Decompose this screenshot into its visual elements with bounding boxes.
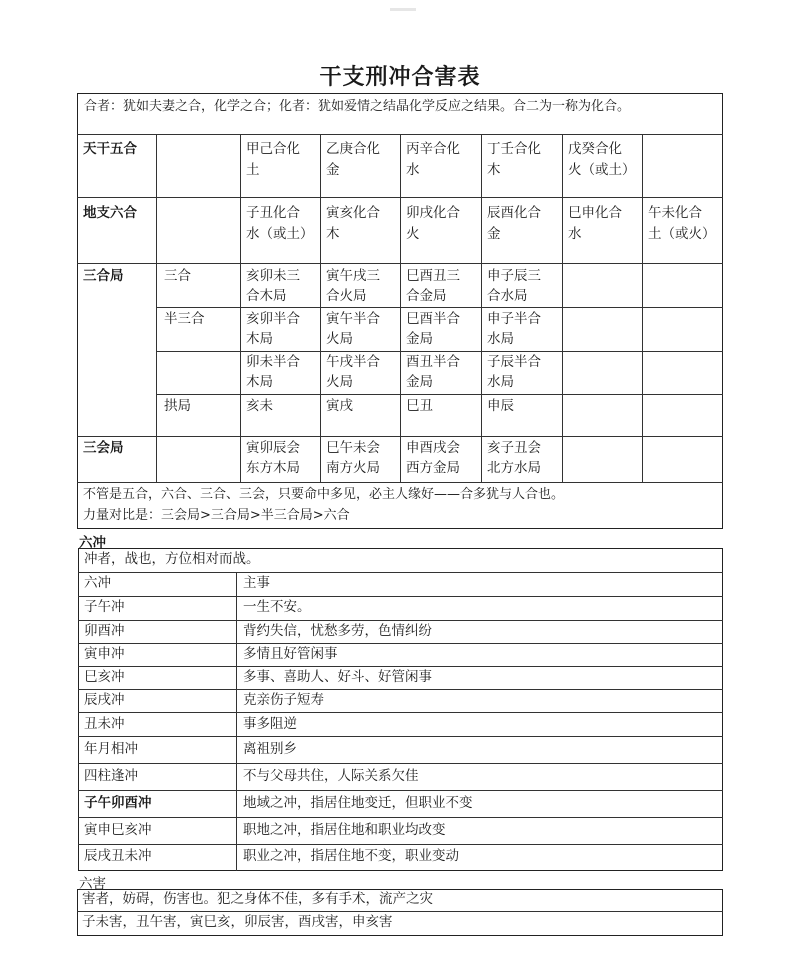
chong-name: 年月相冲 (84, 741, 138, 757)
banhe-maowei-l1: 卯未半合 (246, 354, 300, 370)
liuchong-header-left: 六冲 (84, 575, 111, 591)
banhe-shenzi-l2: 水局 (487, 331, 514, 347)
gongju-yinxu: 寅戌 (326, 398, 353, 414)
sanhe-shenzichen-l1: 申子辰三 (487, 268, 541, 284)
tiangan-he-yigeng-l1: 乙庚合化 (326, 141, 380, 157)
sanhui-nan-l1: 巳午未会 (326, 440, 380, 456)
sanhui-bei-l2: 北方水局 (487, 460, 541, 476)
banhe-wuxu-l2: 火局 (326, 374, 353, 390)
tiangan-he-dingren-l2: 木 (487, 162, 501, 178)
dizhi-he-chenyou-l2: 金 (487, 226, 501, 242)
liuhai-definition: 害者，妨碍，伤害也。犯之身体不佳，多有手术，流产之灾 (82, 891, 433, 907)
chong-desc: 地域之冲，指居住地变迁，但职业不变 (243, 795, 473, 811)
sanhui-dong-l1: 寅卯辰会 (246, 440, 300, 456)
chong-desc: 一生不安。 (243, 599, 311, 615)
chong-name: 卯酉冲 (84, 623, 125, 639)
chong-desc: 不与父母共住，人际关系欠佳 (243, 768, 419, 784)
liuchong-header-right: 主事 (243, 575, 270, 591)
sanhe-shenzichen-l2: 合水局 (487, 288, 528, 304)
gongju-haiwei: 亥未 (246, 398, 273, 414)
sanhui-nan-l2: 南方火局 (326, 460, 380, 476)
banhe-youqiu-l2: 金局 (406, 374, 433, 390)
banhe-haimao-l2: 木局 (246, 331, 273, 347)
chong-name: 四柱逢冲 (84, 768, 138, 784)
banhe-siyou-l1: 巳酉半合 (406, 311, 460, 327)
scan-mark (390, 8, 416, 11)
sanhe-ju-label: 三合局 (83, 268, 124, 284)
banhe-shenzi-l1: 申子半合 (487, 311, 541, 327)
chong-name: 子午冲 (84, 599, 125, 615)
dizhi-he-ziqiu-l2: 水（或土） (246, 226, 314, 242)
chong-desc: 职地之冲，指居住地和职业均改变 (243, 822, 446, 838)
chong-desc: 事多阻逆 (243, 716, 297, 732)
dizhi-he-chenyou-l1: 辰酉化合 (487, 205, 541, 221)
banhe-siyou-l2: 金局 (406, 331, 433, 347)
chong-name: 巳亥冲 (84, 669, 125, 685)
gongju-shenchen: 申辰 (487, 398, 514, 414)
banhe-yinwu-l1: 寅午半合 (326, 311, 380, 327)
banhe-yinwu-l2: 火局 (326, 331, 353, 347)
sanhui-ju-label: 三会局 (83, 440, 124, 456)
chong-name: 丑未冲 (84, 716, 125, 732)
chong-desc: 职业之冲，指居住地不变，职业变动 (243, 848, 459, 864)
tiangan-he-bingxin-l2: 水 (406, 162, 420, 178)
tiangan-he-wugui-l1: 戊癸合化 (568, 141, 622, 157)
dizhi-he-sishen-l2: 水 (568, 226, 582, 242)
chong-desc: 多事、喜助人、好斗、好管闲事 (243, 669, 432, 685)
sanhe-yinwuxu-l2: 合火局 (326, 288, 367, 304)
banhe-youqiu-l1: 酉丑半合 (406, 354, 460, 370)
liuhai-section-label: 六害 (79, 876, 106, 892)
note-renyuan: 不管是五合，六合、三合、三会，只要命中多见，必主人缘好——合多犹与人合也。 (83, 487, 565, 502)
sanhe-siyouqiu-l2: 合金局 (406, 288, 447, 304)
liuchong-intro: 冲者，战也，方位相对而战。 (84, 551, 260, 567)
banhe-wuxu-l1: 午戌半合 (326, 354, 380, 370)
gongju-sub-label: 拱局 (164, 398, 191, 414)
banhe-zichen-l2: 水局 (487, 374, 514, 390)
tiangan-he-bingxin-l1: 丙辛合化 (406, 141, 460, 157)
banhe-haimao-l1: 亥卯半合 (246, 311, 300, 327)
sanhe-sub-label: 三合 (164, 268, 191, 284)
chong-desc: 背约失信，忧愁多劳，色情纠纷 (243, 623, 432, 639)
sanhui-xi-l2: 西方金局 (406, 460, 460, 476)
dizhi-he-wuwei-l1: 午未化合 (648, 205, 702, 221)
dizhi-he-maoxu-l2: 火 (406, 226, 420, 242)
chong-name: 子午卯酉冲 (84, 795, 152, 811)
banhe-maowei-l2: 木局 (246, 374, 273, 390)
chong-name: 辰戌冲 (84, 692, 125, 708)
tiangan-he-yigeng-l2: 金 (326, 162, 340, 178)
note-liliang: 力量对比是：三会局>三合局>半三合局>六合 (83, 508, 350, 523)
chong-name: 寅申冲 (84, 646, 125, 662)
sanhe-siyouqiu-l1: 巳酉丑三 (406, 268, 460, 284)
dizhi-he-wuwei-l2: 土（或火） (648, 226, 716, 242)
chong-desc: 多情且好管闲事 (243, 646, 338, 662)
liuhai-pairs: 子未害，丑午害，寅巳亥，卯辰害，酉戌害，申亥害 (82, 914, 393, 930)
bansanhe-sub-label: 半三合 (164, 311, 205, 327)
chong-name: 辰戌丑未冲 (84, 848, 152, 864)
chong-desc: 克亲伤子短寿 (243, 692, 324, 708)
chong-name: 寅申巳亥冲 (84, 822, 152, 838)
dizhi-he-ziqiu-l1: 子丑化合 (246, 205, 300, 221)
gongju-siqiu: 巳丑 (406, 398, 433, 414)
dizhi-he-yinhai-l1: 寅亥化合 (326, 205, 380, 221)
dizhi-he-maoxu-l1: 卯戌化合 (406, 205, 460, 221)
tiangan-he-jiaji-l1: 甲己合化 (246, 141, 300, 157)
sanhui-dong-l2: 东方木局 (246, 460, 300, 476)
sanhui-xi-l1: 申酉戌会 (406, 440, 460, 456)
tiangan-he-jiaji-l2: 土 (246, 162, 260, 178)
sanhe-haimaowei-l2: 合木局 (246, 288, 287, 304)
tiangan-he-wugui-l2: 火（或土） (568, 162, 636, 178)
sanhe-haimaowei-l1: 亥卯未三 (246, 268, 300, 284)
banhe-zichen-l1: 子辰半合 (487, 354, 541, 370)
dizhi-he-yinhai-l2: 木 (326, 226, 340, 242)
page-title: 干支刑冲合害表 (319, 65, 481, 90)
definition-text: 合者：犹如夫妻之合，化学之合；化者：犹如爱情之结晶化学反应之结果。合二为一称为化合。 (84, 99, 631, 114)
sanhui-bei-l1: 亥子丑会 (487, 440, 541, 456)
dizhi-liuhe-label: 地支六合 (83, 205, 137, 221)
liuchong-section-label: 六冲 (79, 535, 106, 551)
tiangan-he-dingren-l1: 丁壬合化 (487, 141, 541, 157)
chong-desc: 离祖别乡 (243, 741, 297, 757)
dizhi-he-sishen-l1: 巳申化合 (568, 205, 622, 221)
sanhe-yinwuxu-l1: 寅午戌三 (326, 268, 380, 284)
tiangan-wuhe-label: 天干五合 (83, 141, 137, 157)
